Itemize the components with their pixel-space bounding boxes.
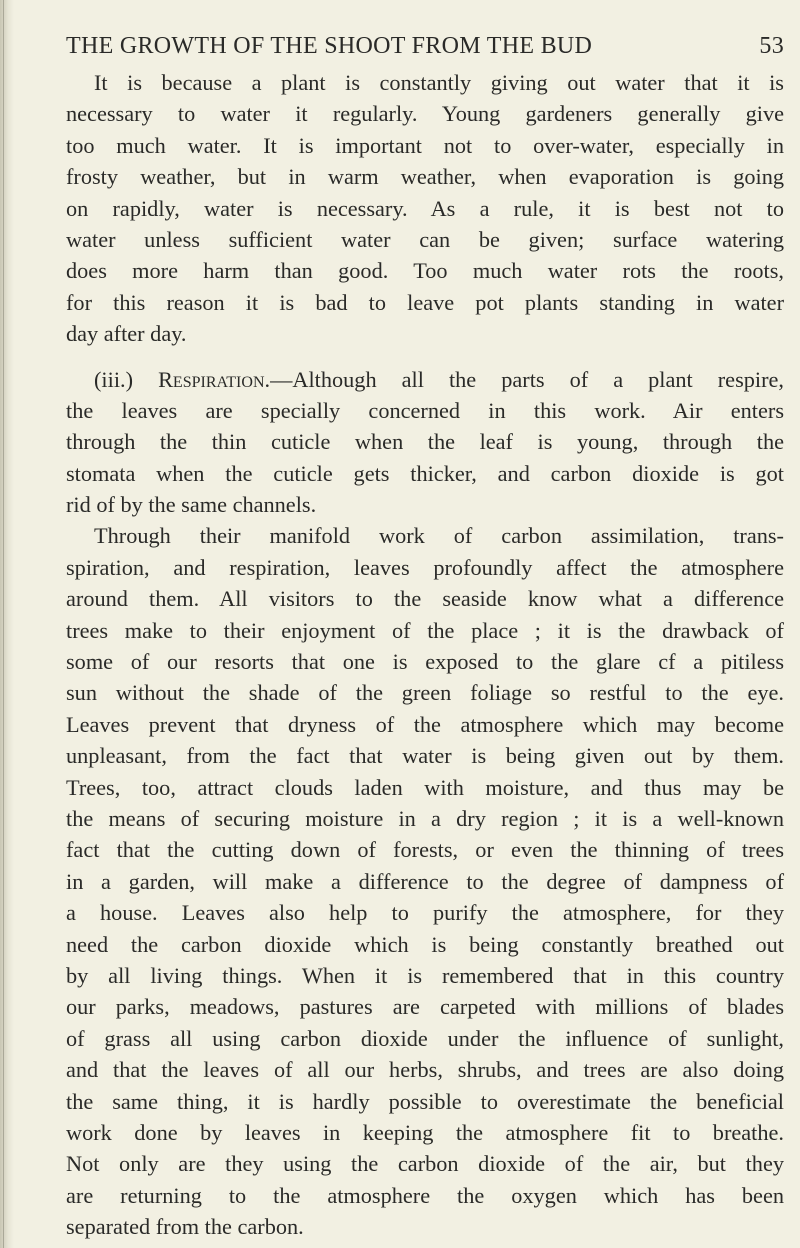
page-edge-line [3,0,4,1248]
text-line: spiration, and respiration, leaves profoundly affect the atmosphere [66,554,784,580]
text-line: It is because a plant is constantly giving out water that it is [94,70,784,95]
text-line: trees make to their enjoyment of the place ; it is the drawback of [66,617,784,643]
text-line: need the carbon dioxide which is being constantly breathed out [66,931,784,957]
text-line: the means of securing moisture in a dry region ; it is a well-known [66,805,784,831]
text-line: separated from the carbon. [66,1214,304,1240]
text-line: are returning to the atmosphere the oxygen which has been [66,1182,784,1208]
text-line: Through their manifold work of carbon assimilation, trans- [94,523,784,549]
text-line: Not only are they using the carbon dioxide of the air, but they [66,1151,784,1177]
paragraph-respiration [66,364,784,521]
running-head-title: THE GROWTH OF THE SHOOT FROM THE BUD [66,33,593,59]
text-line: unpleasant, from the fact that water is being given out by them. [66,743,784,769]
body-text [66,67,784,1242]
text-line: of grass all using carbon dioxide under the influence of sunlight, [66,1025,784,1051]
text-line: Trees, too, attract clouds laden with moisture, and thus may be [66,774,784,800]
text-line: fact that the cutting down of forests, or even the thinning of trees [66,837,784,863]
text-line: too much water. It is important not to over-water, especially in [66,132,784,158]
text-line: necessary to water it regularly. Young gardeners generally give [66,101,784,127]
text-line: in a garden, will make a difference to the degree of dampness of [66,868,784,894]
text-line: does more harm than good. Too much water rots the roots, [66,258,784,284]
text-line: frosty weather, but in warm weather, when evaporation is going [66,164,784,190]
text-line: a house. Leaves also help to purify the atmosphere, for they [66,900,784,926]
text-line: around them. All visitors to the seaside know what a difference [66,586,784,612]
text-line: the same thing, it is hardly possible to overestimate the beneficial [66,1088,784,1114]
text-line: on rapidly, water is necessary. As a rule, it is best not to [66,195,784,221]
text-line: our parks, meadows, pastures are carpeted with millions of blades [66,994,784,1020]
section-heading: Respiration. [158,366,271,392]
running-head [66,33,784,60]
text-line: for this reason it is bad to leave pot plants standing in water [66,289,784,315]
text-line: Leaves prevent that dryness of the atmosphere which may become [66,711,784,737]
text-line: some of our resorts that one is exposed to the glare cf a pitiless [66,649,784,675]
text-line: work done by leaves in keeping the atmosphere fit to breathe. [66,1119,784,1145]
text-line: water unless sufficient water can be given; surface watering [66,226,784,252]
text-line: the leaves are specially concerned in this work. Air enters [66,397,784,423]
paragraph-watering [66,67,784,350]
section-first-line-rest: —Although all the parts of a plant respire, [270,366,784,392]
page-number: 53 [759,33,784,59]
section-first-line [66,364,784,395]
section-number: (iii.) [94,366,134,392]
text-line: and that the leaves of all our herbs, shrubs, and trees are also doing [66,1057,784,1083]
text-line: by all living things. When it is remembered that in this country [66,962,784,988]
paragraph-atmosphere [66,520,784,1242]
text-line: through the thin cuticle when the leaf is young, through the [66,429,784,455]
text-line: stomata when the cuticle gets thicker, and carbon dioxide is got [66,460,784,486]
text-line: rid of by the same channels. [66,492,317,518]
text-line: day after day. [66,321,187,347]
text-line: sun without the shade of the green foliage so restful to the eye. [66,680,784,706]
